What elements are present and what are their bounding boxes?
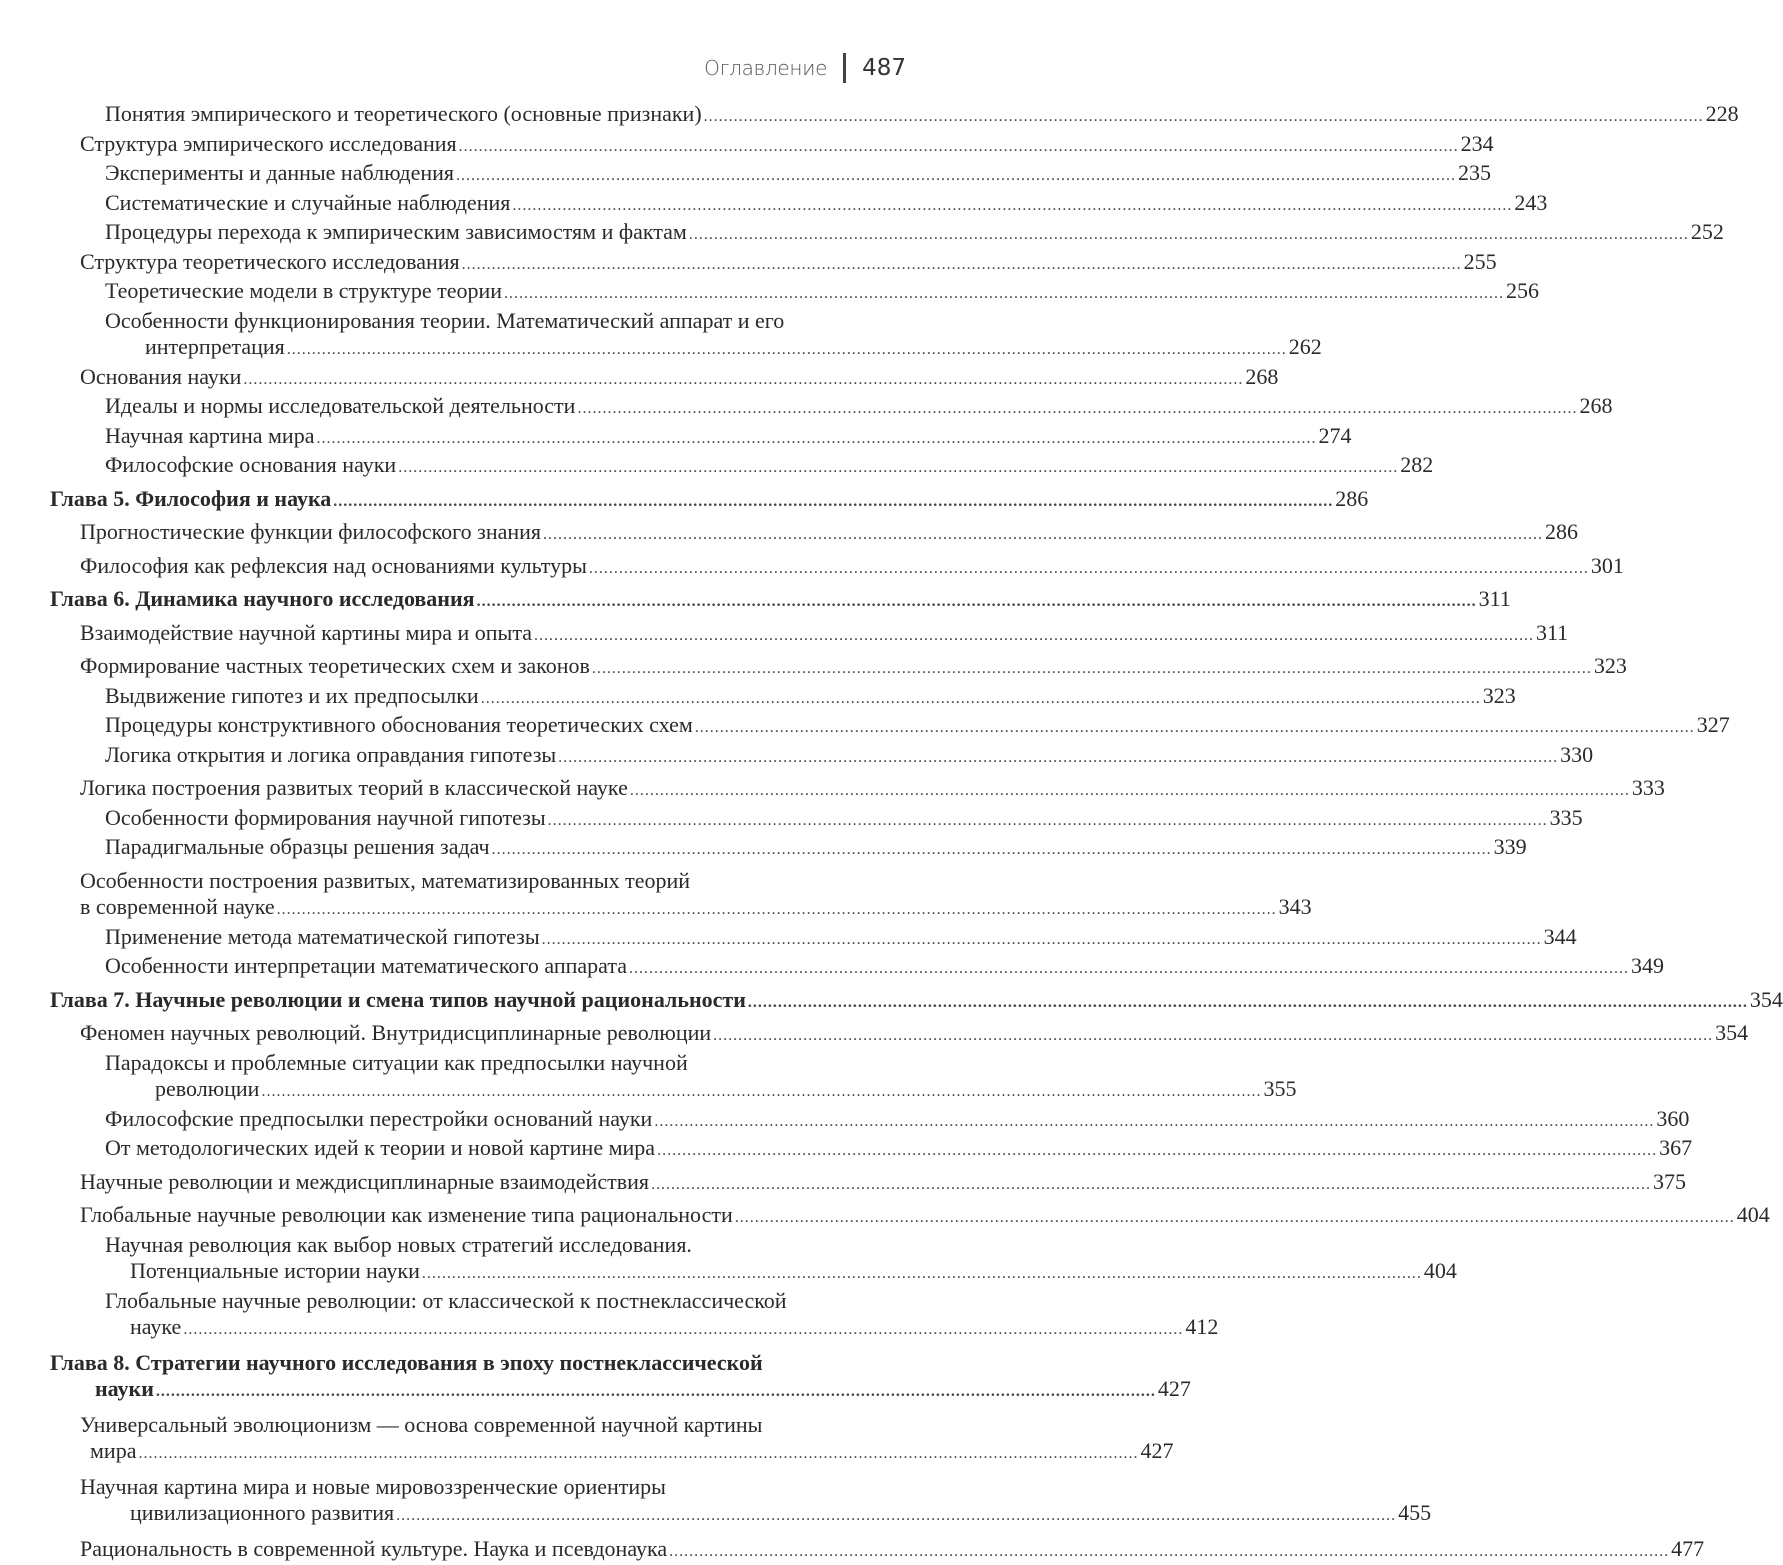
toc-entry-title: Теоретические модели в структуре теории [105,278,502,305]
dot-leader: ........................................................................................................................................................................................................ [577,396,1577,423]
toc-entry-line [105,1232,1000,1259]
toc-entry[interactable] [0,131,1000,161]
toc-page-number: 354 [1715,1020,1748,1047]
toc-entry-title: Глава 5. Философия и наука [50,486,331,513]
toc-entry[interactable] [0,1412,1000,1468]
toc-entry[interactable] [0,805,1000,835]
toc-page-number: 323 [1483,683,1516,710]
dot-leader: ........................................................................................................................................................................................................ [629,956,1629,983]
toc-page-number: 367 [1659,1135,1692,1162]
toc-entry[interactable] [0,101,1000,131]
dot-leader: ........................................................................................................................................................................................................ [689,222,1689,249]
toc-entry-title: Глобальные научные революции: от классической к постнеклассической [105,1288,787,1315]
toc-page-number: 335 [1550,805,1583,832]
dot-leader: ........................................................................................................................................................................................................ [462,252,1462,279]
toc-entry-line [105,712,1000,742]
dot-leader: ........................................................................................................................................................................................................ [589,556,1589,583]
toc-entry-line [50,586,1000,616]
toc-entry-title: Особенности формирования научной гипотезы [105,805,546,832]
dot-leader: ........................................................................................................................................................................................................ [695,715,1695,742]
page-number: 487 [862,55,906,81]
toc-entry-title: Процедуры конструктивного обоснования теоретических схем [105,712,693,739]
dot-leader: ........................................................................................................................................................................................................ [243,367,1243,394]
toc-entry-title: Прогностические функции философского знания [80,519,541,546]
toc-page-number: 330 [1560,742,1593,769]
toc-entry[interactable] [0,683,1000,713]
toc-page-number: 360 [1656,1106,1689,1133]
toc-entry-line [105,452,1000,482]
toc-page-number: 234 [1461,131,1494,158]
toc-entry-title: Научная революция как выбор новых стратегий исследования. [105,1232,692,1259]
toc-entry[interactable] [0,924,1000,954]
toc-entry-line [105,924,1000,954]
toc-entry-title: Философские предпосылки перестройки оснований науки [105,1106,652,1133]
toc-entry-line [80,1020,1000,1050]
dot-leader: ........................................................................................................................................................................................................ [287,337,1287,364]
running-header [704,50,906,86]
toc-entry-title: Особенности интерпретации математического аппарата [105,953,627,980]
toc-entry[interactable] [0,1536,1000,1565]
dot-leader: ........................................................................................................................................................................................................ [477,589,1477,616]
toc-entry-line [50,987,1000,1017]
dot-leader: ........................................................................................................................................................................................................ [669,1539,1669,1565]
toc-page-number: 282 [1400,452,1433,479]
toc-page-number: 343 [1279,894,1312,921]
dot-leader: ........................................................................................................................................................................................................ [183,1317,1183,1344]
dot-leader: ........................................................................................................................................................................................................ [534,623,1534,650]
toc-page-number: 354 [1750,987,1783,1014]
toc-entry[interactable] [0,1202,1000,1232]
toc-entry-title: мира [90,1438,136,1465]
toc-entry[interactable] [0,308,1000,364]
toc-page-number: 274 [1318,423,1351,450]
toc-entry-title: От методологических идей к теории и новой картине мира [105,1135,655,1162]
toc-page-number: 268 [1579,393,1612,420]
toc-chapter[interactable] [0,1350,1000,1406]
toc-entry-line [80,620,1000,650]
toc-entry[interactable] [0,742,1000,772]
toc-page-number: 339 [1494,834,1527,861]
toc-page-number: 327 [1697,712,1730,739]
toc-entry-title: Глава 7. Научные революции и смена типов научной рациональности [50,987,746,1014]
toc-entry-line [80,894,1000,924]
toc-page-number: 455 [1398,1500,1431,1527]
toc-entry-title: Научные революции и междисциплинарные взаимодействия [80,1169,649,1196]
dot-leader: ........................................................................................................................................................................................................ [651,1172,1651,1199]
toc-entry-title: Научная картина мира [105,423,314,450]
toc-entry-title: Глава 6. Динамика научного исследования [50,586,475,613]
dot-leader: ........................................................................................................................................................................................................ [333,489,1333,516]
toc-entry-line [80,131,1000,161]
toc-entry-line [80,653,1000,683]
toc-entry-line [105,1106,1000,1136]
toc-entry-line [50,1376,1000,1406]
toc-entry[interactable] [0,1232,1000,1288]
toc-entry[interactable] [0,1106,1000,1136]
toc-page-number: 333 [1632,775,1665,802]
toc-entry-line [105,219,1000,249]
dot-leader: ........................................................................................................................................................................................................ [277,897,1277,924]
dot-leader: ........................................................................................................................................................................................................ [492,837,1492,864]
dot-leader: ........................................................................................................................................................................................................ [261,1079,1261,1106]
dot-leader: ........................................................................................................................................................................................................ [592,656,1592,683]
toc-page-number: 268 [1245,364,1278,391]
toc-entry-title: Выдвижение гипотез и их предпосылки [105,683,479,710]
toc-entry-line [105,805,1000,835]
toc-page-number: 262 [1289,334,1322,361]
toc-entry-title: науке [130,1314,181,1341]
toc-page-number: 255 [1464,249,1497,276]
dot-leader: ........................................................................................................................................................................................................ [481,686,1481,713]
dot-leader: ........................................................................................................................................................................................................ [654,1109,1654,1136]
toc-entry-line [105,834,1000,864]
toc-page-number: 286 [1545,519,1578,546]
toc-entry-line [105,1135,1000,1165]
dot-leader: ........................................................................................................................................................................................................ [504,281,1504,308]
toc-page-number: 286 [1335,486,1368,513]
toc-page-number: 228 [1706,101,1739,128]
dot-leader: ........................................................................................................................................................................................................ [316,426,1316,453]
toc-entry-line [105,1076,1000,1106]
toc-entry[interactable] [0,712,1000,742]
toc-entry-title: Логика построения развитых теорий в классической науке [80,775,628,802]
toc-entry[interactable] [0,1135,1000,1165]
toc-entry-line [105,1314,1000,1344]
toc-entry[interactable] [0,519,1000,549]
dot-leader: ........................................................................................................................................................................................................ [138,1441,1138,1468]
dot-leader: ........................................................................................................................................................................................................ [704,104,1704,131]
toc-entry-line [80,1412,1000,1439]
toc-entry-title: интерпретация [145,334,285,361]
toc-entry[interactable] [0,452,1000,482]
toc-entry-title: Особенности построения развитых, математизированных теорий [80,868,690,895]
toc-entry-line [105,101,1000,131]
dot-leader: ........................................................................................................................................................................................................ [512,193,1512,220]
toc-entry-title: Эксперименты и данные наблюдения [105,160,454,187]
toc-entry-line [80,553,1000,583]
toc-entry-title: Феномен научных революций. Внутридисциплинарные революции [80,1020,711,1047]
toc-entry-line [80,775,1000,805]
toc-entry-line [105,742,1000,772]
toc-entry-title: Особенности функционирования теории. Математический аппарат и его [105,308,784,335]
toc-entry-title: революции [155,1076,259,1103]
toc-page-number: 301 [1591,553,1624,580]
toc-page-number: 404 [1737,1202,1770,1229]
toc-entry-title: Универсальный эволюционизм — основа современной научной картины [80,1412,762,1439]
toc-page-number: 404 [1424,1258,1457,1285]
dot-leader: ........................................................................................................................................................................................................ [558,745,1558,772]
dot-leader: ........................................................................................................................................................................................................ [542,927,1542,954]
toc-page-number: 412 [1185,1314,1218,1341]
toc-chapter[interactable] [0,586,1000,616]
toc-entry-title: Научная картина мира и новые мировоззренческие ориентиры [80,1474,666,1501]
toc-entry-line [80,1500,1000,1530]
toc-entry-title: Глава 8. Стратегии научного исследования в эпоху постнеклассической [50,1350,763,1377]
toc-entry-line [80,1202,1000,1232]
toc-page-number: 349 [1631,953,1664,980]
toc-entry[interactable] [0,393,1000,423]
toc-entry-line [105,278,1000,308]
toc-entry-title: Систематические и случайные наблюдения [105,190,510,217]
toc-entry[interactable] [0,653,1000,683]
toc-entry-title: Применение метода математической гипотезы [105,924,540,951]
dot-leader: ........................................................................................................................................................................................................ [630,778,1630,805]
toc-page-number: 375 [1653,1169,1686,1196]
toc-entry-line [80,1169,1000,1199]
toc-entry-title: Процедуры перехода к эмпирическим зависимостям и фактам [105,219,687,246]
toc-page-number: 243 [1514,190,1547,217]
toc-entry[interactable] [0,553,1000,583]
toc-entry[interactable] [0,190,1000,220]
toc-entry-line [80,1474,1000,1501]
toc-page-number: 355 [1263,1076,1296,1103]
toc-entry-line [105,1050,1000,1077]
toc-entry-line [105,1258,1000,1288]
toc-entry[interactable] [0,620,1000,650]
toc-entry-title: Структура теоретического исследования [80,249,460,276]
toc-entry-line [80,1438,1000,1468]
toc-page-number: 427 [1158,1376,1191,1403]
dot-leader: ........................................................................................................................................................................................................ [156,1379,1156,1406]
toc-entry-title: Парадигмальные образцы решения задач [105,834,490,861]
dot-leader: ........................................................................................................................................................................................................ [422,1261,1422,1288]
toc-page-number: 256 [1506,278,1539,305]
toc-entry[interactable] [0,423,1000,453]
toc-entry-title: Взаимодействие научной картины мира и опыта [80,620,532,647]
toc-entry[interactable] [0,278,1000,308]
toc-entry[interactable] [0,953,1000,983]
dot-leader: ........................................................................................................................................................................................................ [459,134,1459,161]
toc-entry-title: Рациональность в современной культуре. Наука и псевдонаука [80,1536,667,1563]
dot-leader: ........................................................................................................................................................................................................ [398,455,1398,482]
toc-page-number: 477 [1671,1536,1704,1563]
toc-entry[interactable] [0,249,1000,279]
toc-entry-title: цивилизационного развития [130,1500,394,1527]
toc-entry-line [80,1536,1000,1565]
toc-entry-line [105,393,1000,423]
toc-entry-line [105,190,1000,220]
toc-entry[interactable] [0,160,1000,190]
toc-entry[interactable] [0,775,1000,805]
toc-entry-title: Парадоксы и проблемные ситуации как предпосылки научной [105,1050,688,1077]
toc-entry-title: Философские основания науки [105,452,396,479]
dot-leader: ........................................................................................................................................................................................................ [548,808,1548,835]
section-title: Оглавление [704,56,827,80]
table-of-contents [0,101,1000,1565]
toc-page-number: 311 [1536,620,1568,647]
toc-entry-line [105,334,1000,364]
toc-entry-line [50,1350,1000,1377]
dot-leader: ........................................................................................................................................................................................................ [748,990,1748,1017]
toc-chapter[interactable] [0,987,1000,1017]
dot-leader: ........................................................................................................................................................................................................ [456,163,1456,190]
toc-entry-title: Формирование частных теоретических схем и законов [80,653,590,680]
toc-entry-line [80,868,1000,895]
toc-entry-title: Потенциальные истории науки [130,1258,420,1285]
toc-entry[interactable] [0,1050,1000,1106]
toc-entry[interactable] [0,1288,1000,1344]
toc-entry-title: Идеалы и нормы исследовательской деятельности [105,393,575,420]
toc-entry-line [105,160,1000,190]
toc-entry-line [105,683,1000,713]
toc-entry[interactable] [0,834,1000,864]
toc-page-number: 311 [1479,586,1511,613]
toc-entry-line [80,249,1000,279]
toc-page-number: 344 [1544,924,1577,951]
toc-page-number: 235 [1458,160,1491,187]
toc-entry-title: Основания науки [80,364,241,391]
toc-entry-line [105,423,1000,453]
toc-entry-line [80,364,1000,394]
dot-leader: ........................................................................................................................................................................................................ [543,522,1543,549]
toc-entry-title: Философия как рефлексия над основаниями культуры [80,553,587,580]
toc-entry[interactable] [0,364,1000,394]
toc-entry-line [80,519,1000,549]
toc-entry[interactable] [0,1169,1000,1199]
toc-entry-title: Логика открытия и логика оправдания гипотезы [105,742,556,769]
toc-entry-line [50,486,1000,516]
dot-leader: ........................................................................................................................................................................................................ [713,1023,1713,1050]
toc-entry-title: Понятия эмпирического и теоретического (основные признаки) [105,101,702,128]
toc-entry-line [105,1288,1000,1315]
toc-entry-title: Глобальные научные революции как изменение типа рациональности [80,1202,733,1229]
dot-leader: ........................................................................................................................................................................................................ [396,1503,1396,1530]
toc-entry-line [105,308,1000,335]
toc-entry[interactable] [0,868,1000,924]
toc-page-number: 427 [1140,1438,1173,1465]
dot-leader: ........................................................................................................................................................................................................ [657,1138,1657,1165]
toc-page-number: 252 [1691,219,1724,246]
dot-leader: ........................................................................................................................................................................................................ [735,1205,1735,1232]
toc-entry-title: науки [95,1376,154,1403]
toc-entry[interactable] [0,1020,1000,1050]
toc-entry[interactable] [0,1474,1000,1530]
toc-entry-line [105,953,1000,983]
toc-entry-title: в современной науке [80,894,275,921]
header-divider [843,53,846,83]
toc-chapter[interactable] [0,486,1000,516]
toc-entry-title: Структура эмпирического исследования [80,131,457,158]
toc-entry[interactable] [0,219,1000,249]
toc-page-number: 323 [1594,653,1627,680]
